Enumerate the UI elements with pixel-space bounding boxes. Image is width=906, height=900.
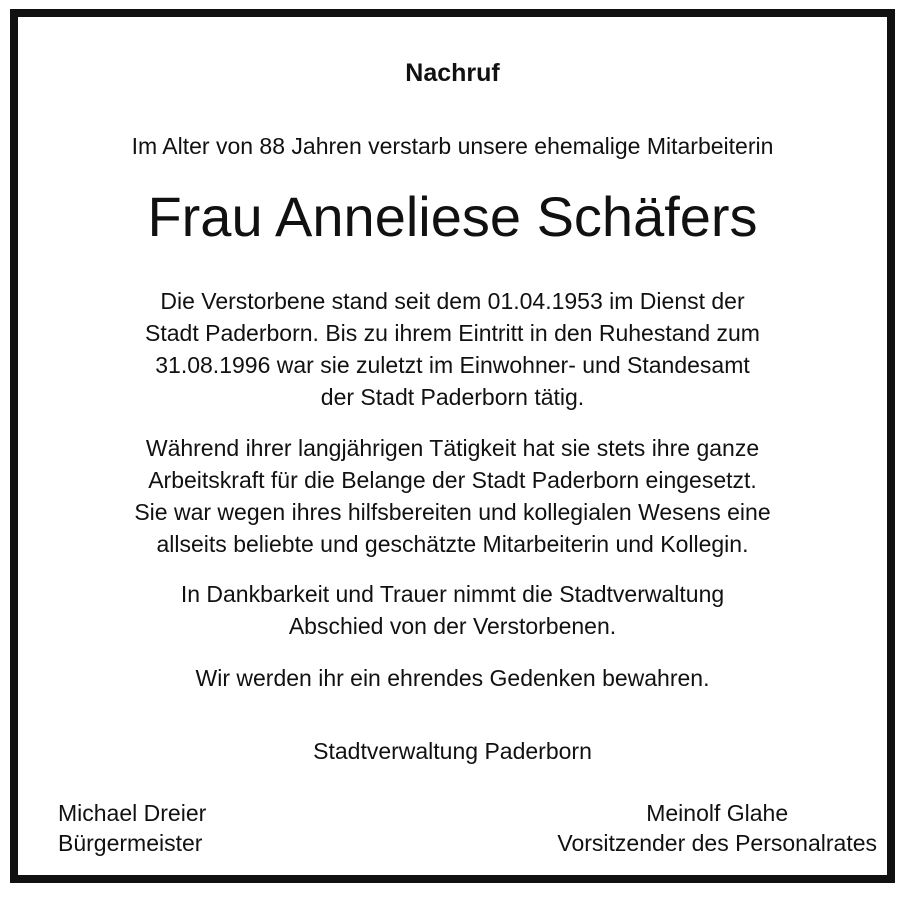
paragraph-line: Die Verstorbene stand seit dem 01.04.1953 im Dienst der: [160, 288, 745, 314]
signatory-name: Meinolf Glahe: [646, 800, 789, 826]
signatory-role: Vorsitzender des Personalrates: [557, 830, 877, 856]
signatory-council-chair: [557, 798, 877, 858]
paragraph-line: Abschied von der Verstorbenen.: [288, 613, 617, 639]
signatory-role: Bürgermeister: [58, 830, 203, 856]
paragraph-line: Arbeitskraft für die Belange der Stadt Paderborn eingesetzt.: [148, 467, 757, 493]
paragraph-line: Wir werden ihr ein ehrendes Gedenken bewahren.: [195, 665, 710, 691]
service-paragraph: [18, 285, 887, 413]
remembrance-paragraph: [18, 662, 887, 694]
obituary-notice: [10, 9, 895, 883]
paragraph-line: der Stadt Paderborn tätig.: [320, 384, 585, 410]
deceased-name: Frau Anneliese Schäfers: [147, 185, 758, 248]
paragraph-line: Während ihrer langjährigen Tätigkeit hat sie stets ihre ganze: [145, 435, 760, 461]
organization-name: Stadtverwaltung Paderborn: [313, 738, 592, 764]
paragraph-line: 31.08.1996 war sie zuletzt im Einwohner- und Standesamt: [155, 352, 750, 378]
farewell-paragraph: [18, 578, 887, 642]
intro-line: Im Alter von 88 Jahren verstarb unsere ehemalige Mitarbeiterin: [131, 133, 774, 159]
paragraph-line: Stadt Paderborn. Bis zu ihrem Eintritt in den Ruhestand zum: [145, 320, 760, 346]
paragraph-line: In Dankbarkeit und Trauer nimmt die Stadtverwaltung: [180, 581, 725, 607]
signatory-name: Michael Dreier: [58, 800, 207, 826]
paragraph-line: allseits beliebte und geschätzte Mitarbeiterin und Kollegin.: [156, 531, 749, 557]
paragraph-line: Sie war wegen ihres hilfsbereiten und kollegialen Wesens eine: [134, 499, 771, 525]
signatory-mayor: [58, 798, 206, 858]
tribute-paragraph: [18, 432, 887, 560]
notice-title: Nachruf: [405, 59, 500, 87]
